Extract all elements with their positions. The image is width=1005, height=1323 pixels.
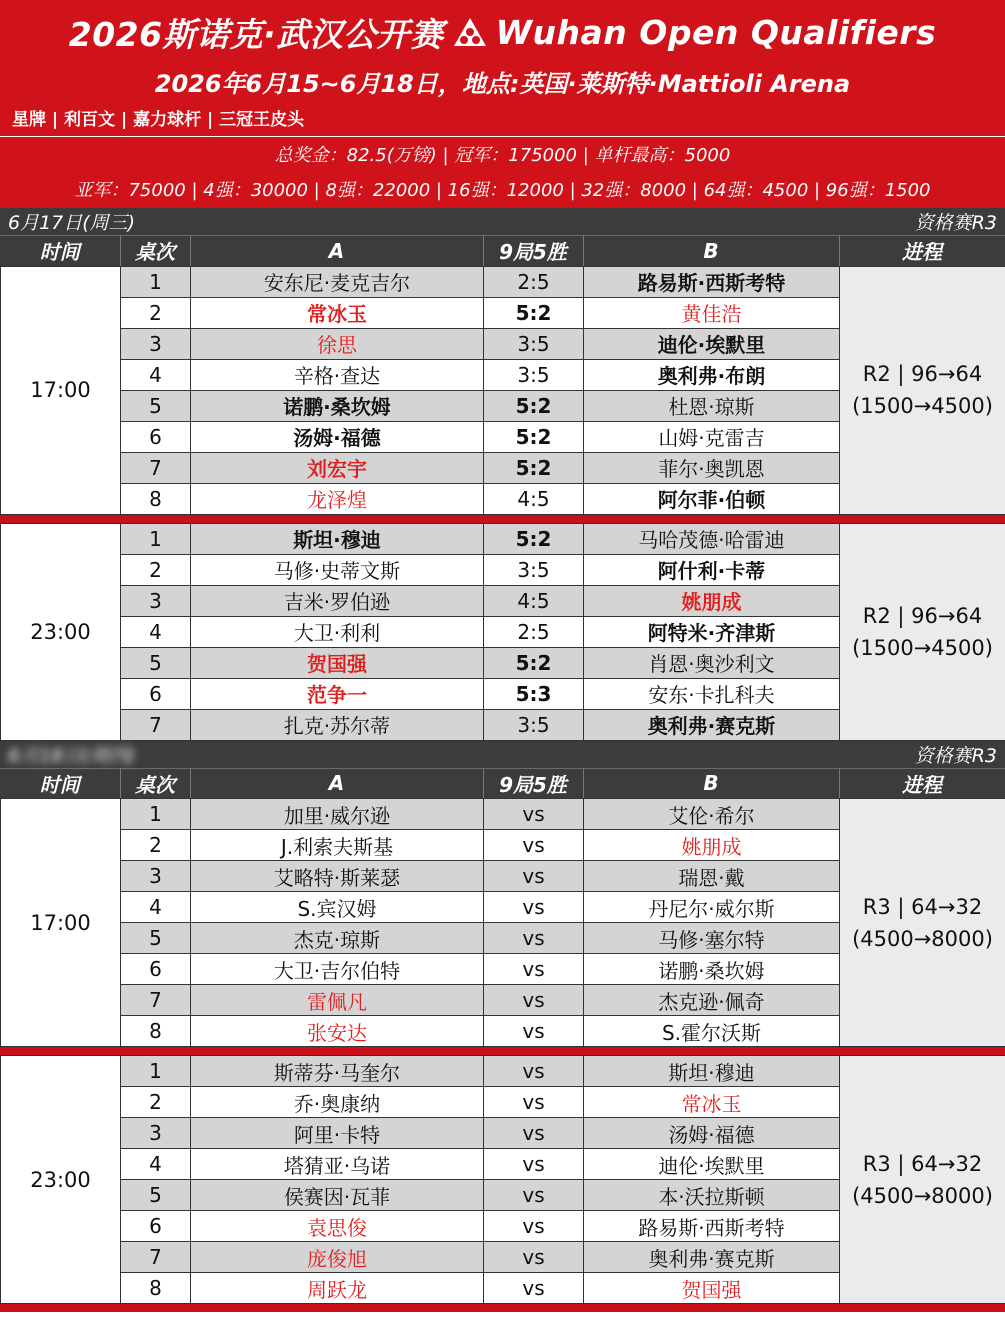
- progress-round: R2 | 96→64: [862, 362, 983, 386]
- player-b: 迪伦·埃默里: [584, 328, 840, 359]
- session-divider: [0, 1047, 1005, 1055]
- player-a: 乔·奥康纳: [191, 1087, 484, 1118]
- player-b: 马修·塞尔特: [584, 923, 840, 954]
- match-score: 2:5: [484, 266, 584, 297]
- column-header-row: [0, 235, 1005, 266]
- player-b: 肖恩·奥沙利文: [584, 647, 840, 678]
- player-a: 艾略特·斯莱瑟: [191, 861, 484, 892]
- progress-round: R2 | 96→64: [862, 603, 983, 628]
- progress-points: (1500→4500): [852, 394, 993, 418]
- prize-money-line-1: 总奖金：82.5(万镑) | 冠军：175000 | 单杆最高：5000: [274, 144, 731, 166]
- progress-round: R3 | 64→32: [862, 894, 983, 919]
- match-score: vs: [484, 1149, 584, 1180]
- match-score: vs: [484, 1180, 584, 1211]
- col-score-header: 9局5胜: [483, 236, 583, 266]
- col-progress-header: 进程: [839, 768, 1005, 798]
- match-score: vs: [484, 892, 584, 923]
- table-number: 8: [121, 1273, 191, 1304]
- player-b: 路易斯·西斯考特: [584, 266, 840, 297]
- player-b: 奥利弗·赛克斯: [584, 709, 840, 740]
- match-score: vs: [484, 1273, 584, 1304]
- table-number: 6: [121, 954, 191, 985]
- table-number: 7: [121, 709, 191, 740]
- player-b: 菲尔·奥凯恩: [584, 452, 840, 483]
- player-a: 范争一: [191, 678, 484, 709]
- match-score: 3:5: [484, 554, 584, 585]
- player-a: S.宾汉姆: [191, 892, 484, 923]
- player-a: J.利索夫斯基: [191, 830, 484, 861]
- match-score: 5:2: [484, 647, 584, 678]
- title-cn: 2026斯诺克·武汉公开赛: [68, 14, 444, 54]
- table-number: 5: [121, 647, 191, 678]
- session-progress: [840, 523, 1005, 740]
- player-a: 袁思俊: [191, 1211, 484, 1242]
- player-b: 本·沃拉斯顿: [584, 1180, 840, 1211]
- match-score: vs: [484, 861, 584, 892]
- player-b: S.霍尔沃斯: [584, 1016, 840, 1047]
- bottom-divider: [0, 1304, 1005, 1312]
- player-a: 汤姆·福德: [191, 421, 484, 452]
- col-a-header: A: [190, 768, 483, 798]
- match-score: 3:5: [484, 709, 584, 740]
- table-number: 3: [121, 328, 191, 359]
- progress-points: (4500→8000): [852, 926, 993, 951]
- match-score: vs: [484, 799, 584, 830]
- col-progress-header: 进程: [839, 236, 1005, 266]
- session-table: [0, 1055, 1005, 1304]
- progress-points: (1500→4500): [852, 635, 993, 660]
- match-row: [1, 266, 1005, 297]
- table-number: 4: [121, 616, 191, 647]
- stage-label: 资格赛R3: [914, 744, 997, 767]
- title-en: Wuhan Open Qualifiers: [495, 12, 937, 52]
- player-a: 阿里·卡特: [191, 1118, 484, 1149]
- session-time: 23:00: [1, 1056, 121, 1304]
- player-b: 艾伦·希尔: [584, 799, 840, 830]
- table-number: 6: [121, 678, 191, 709]
- table-number: 6: [121, 1211, 191, 1242]
- match-score: 5:2: [484, 390, 584, 421]
- match-score: 5:2: [484, 452, 584, 483]
- col-a-header: A: [190, 236, 483, 266]
- player-a: 雷佩凡: [191, 985, 484, 1016]
- column-header-row: [0, 768, 1005, 799]
- session-table: [0, 266, 1005, 515]
- player-b: 瑞恩·戴: [584, 861, 840, 892]
- col-table-header: 桌次: [120, 768, 190, 798]
- match-score: 5:2: [484, 421, 584, 452]
- match-score: vs: [484, 954, 584, 985]
- day-bar: [0, 741, 1005, 768]
- table-number: 7: [121, 1242, 191, 1273]
- player-a: 诺鹏·桑坎姆: [191, 390, 484, 421]
- player-a: 侯赛因·瓦菲: [191, 1180, 484, 1211]
- session-table: [0, 798, 1005, 1047]
- player-b: 丹尼尔·威尔斯: [584, 892, 840, 923]
- table-number: 5: [121, 1180, 191, 1211]
- event-dates-venue: 2026年6月15~6月18日，地点:英国·莱斯特·Mattioli Arena: [154, 69, 851, 98]
- match-row: [1, 1056, 1005, 1087]
- player-b: 汤姆·福德: [584, 1118, 840, 1149]
- table-number: 3: [121, 861, 191, 892]
- match-score: vs: [484, 1242, 584, 1273]
- player-b: 常冰玉: [584, 1087, 840, 1118]
- player-a: 安东尼·麦克吉尔: [191, 266, 484, 297]
- player-a: 扎克·苏尔蒂: [191, 709, 484, 740]
- player-a: 庞俊旭: [191, 1242, 484, 1273]
- day-date: 6月17日(周三): [8, 212, 136, 234]
- match-score: 3:5: [484, 359, 584, 390]
- player-b: 黄佳浩: [584, 297, 840, 328]
- player-b: 阿特米·齐津斯: [584, 616, 840, 647]
- table-number: 4: [121, 892, 191, 923]
- progress-points: (4500→8000): [852, 1183, 993, 1208]
- col-time-header: 时间: [0, 768, 120, 798]
- player-b: 路易斯·西斯考特: [584, 1211, 840, 1242]
- player-a: 徐思: [191, 328, 484, 359]
- player-b: 贺国强: [584, 1273, 840, 1304]
- player-a: 马修·史蒂文斯: [191, 554, 484, 585]
- player-a: 周跃龙: [191, 1273, 484, 1304]
- match-row: [1, 523, 1005, 554]
- player-b: 迪伦·埃默里: [584, 1149, 840, 1180]
- player-a: 大卫·吉尔伯特: [191, 954, 484, 985]
- sponsor-list: 星牌 | 利百文 | 嘉力球杆 | 三冠王皮头: [0, 98, 1005, 137]
- player-a: 辛格·查达: [191, 359, 484, 390]
- match-score: 3:5: [484, 328, 584, 359]
- table-number: 4: [121, 359, 191, 390]
- day-bar: [0, 208, 1005, 235]
- player-b: 诺鹏·桑坎姆: [584, 954, 840, 985]
- match-score: vs: [484, 923, 584, 954]
- session-progress: [840, 799, 1005, 1047]
- player-b: 斯坦·穆迪: [584, 1056, 840, 1087]
- player-a: 吉米·罗伯逊: [191, 585, 484, 616]
- session-time: 23:00: [1, 523, 121, 740]
- table-number: 3: [121, 1118, 191, 1149]
- table-number: 2: [121, 1087, 191, 1118]
- player-a: 塔猜亚·乌诺: [191, 1149, 484, 1180]
- col-b-header: B: [583, 236, 839, 266]
- table-number: 7: [121, 985, 191, 1016]
- player-a: 加里·威尔逊: [191, 799, 484, 830]
- player-b: 阿尔菲·伯顿: [584, 483, 840, 514]
- table-number: 8: [121, 483, 191, 514]
- player-a: 龙泽煌: [191, 483, 484, 514]
- header-banner: [0, 0, 1005, 208]
- table-number: 2: [121, 554, 191, 585]
- match-score: 5:3: [484, 678, 584, 709]
- match-score: vs: [484, 1056, 584, 1087]
- match-score: vs: [484, 1211, 584, 1242]
- table-number: 6: [121, 421, 191, 452]
- table-number: 1: [121, 799, 191, 830]
- match-score: 5:2: [484, 523, 584, 554]
- player-b: 山姆·克雷吉: [584, 421, 840, 452]
- session-time: 17:00: [1, 266, 121, 514]
- col-score-header: 9局5胜: [483, 768, 583, 798]
- session-time: 17:00: [1, 799, 121, 1047]
- session-table: [0, 523, 1005, 741]
- match-row: [1, 799, 1005, 830]
- schedule: [0, 208, 1005, 1304]
- player-b: 奥利弗·赛克斯: [584, 1242, 840, 1273]
- match-score: vs: [484, 1016, 584, 1047]
- player-a: 大卫·利利: [191, 616, 484, 647]
- player-a: 张安达: [191, 1016, 484, 1047]
- col-b-header: B: [583, 768, 839, 798]
- table-number: 3: [121, 585, 191, 616]
- table-number: 5: [121, 923, 191, 954]
- match-score: 2:5: [484, 616, 584, 647]
- table-number: 7: [121, 452, 191, 483]
- match-score: vs: [484, 830, 584, 861]
- table-number: 2: [121, 297, 191, 328]
- progress-round: R3 | 64→32: [862, 1151, 983, 1176]
- session-progress: [840, 1056, 1005, 1304]
- table-number: 1: [121, 266, 191, 297]
- match-score: 5:2: [484, 297, 584, 328]
- day-date: 6月18日(周四): [8, 744, 136, 767]
- table-number: 8: [121, 1016, 191, 1047]
- player-a: 常冰玉: [191, 297, 484, 328]
- player-b: 安东·卡扎科夫: [584, 678, 840, 709]
- match-score: 4:5: [484, 483, 584, 514]
- col-time-header: 时间: [0, 236, 120, 266]
- player-b: 姚朋成: [584, 585, 840, 616]
- page-title: [0, 0, 1005, 64]
- player-a: 杰克·琼斯: [191, 923, 484, 954]
- prize-money-line-2: 亚军：75000 | 4强：30000 | 8强：22000 | 16强：12000 | 32强：8000 | 64强：4500 | 96强：1500: [74, 180, 931, 201]
- player-b: 阿什利·卡蒂: [584, 554, 840, 585]
- player-a: 斯蒂芬·马奎尔: [191, 1056, 484, 1087]
- session-progress: [840, 266, 1005, 514]
- table-number: 1: [121, 1056, 191, 1087]
- player-a: 贺国强: [191, 647, 484, 678]
- match-score: vs: [484, 1118, 584, 1149]
- match-score: vs: [484, 985, 584, 1016]
- player-a: 刘宏宇: [191, 452, 484, 483]
- player-b: 马哈茂德·哈雷迪: [584, 523, 840, 554]
- player-b: 姚朋成: [584, 830, 840, 861]
- stage-label: 资格赛R3: [914, 212, 997, 234]
- table-number: 2: [121, 830, 191, 861]
- player-b: 杜恩·琼斯: [584, 390, 840, 421]
- col-table-header: 桌次: [120, 236, 190, 266]
- table-number: 1: [121, 523, 191, 554]
- match-score: vs: [484, 1087, 584, 1118]
- player-a: 斯坦·穆迪: [191, 523, 484, 554]
- player-b: 奥利弗·布朗: [584, 359, 840, 390]
- table-number: 4: [121, 1149, 191, 1180]
- session-divider: [0, 515, 1005, 523]
- player-b: 杰克逊·佩奇: [584, 985, 840, 1016]
- snooker-ball-logo-icon: [450, 15, 490, 49]
- match-score: 4:5: [484, 585, 584, 616]
- table-number: 5: [121, 390, 191, 421]
